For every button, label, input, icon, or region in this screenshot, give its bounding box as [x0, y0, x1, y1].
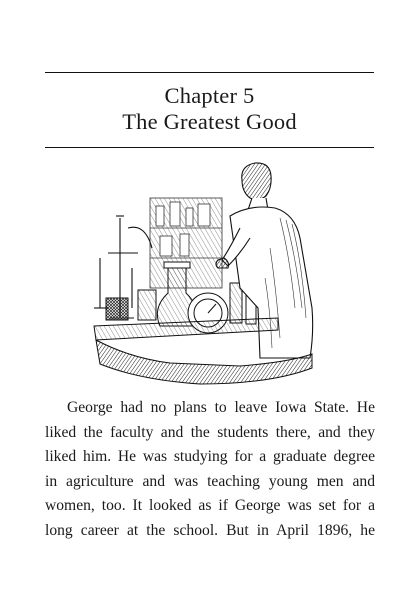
heading-bottom-rule: [45, 147, 374, 148]
body-line: long career at the school. But in April 1896, he: [45, 521, 375, 539]
body-line: women, too. It looked as if George was set for a: [45, 497, 375, 514]
chapter-heading: [45, 83, 374, 135]
scientist-in-laboratory-illustration: [90, 158, 340, 390]
body-line: liked him. He was studying for a graduate degree: [45, 448, 375, 465]
body-line: liked the faculty and the students there, and they: [45, 423, 375, 441]
body-line: in agriculture and was teaching young men and: [45, 472, 375, 490]
body-paragraph: [45, 396, 375, 543]
chapter-title: The Greatest Good: [122, 109, 297, 134]
chapter-number: Chapter 5: [164, 83, 255, 108]
body-line: George had no plans to leave Iowa State. He: [67, 399, 375, 416]
heading-top-rule: [45, 72, 374, 73]
